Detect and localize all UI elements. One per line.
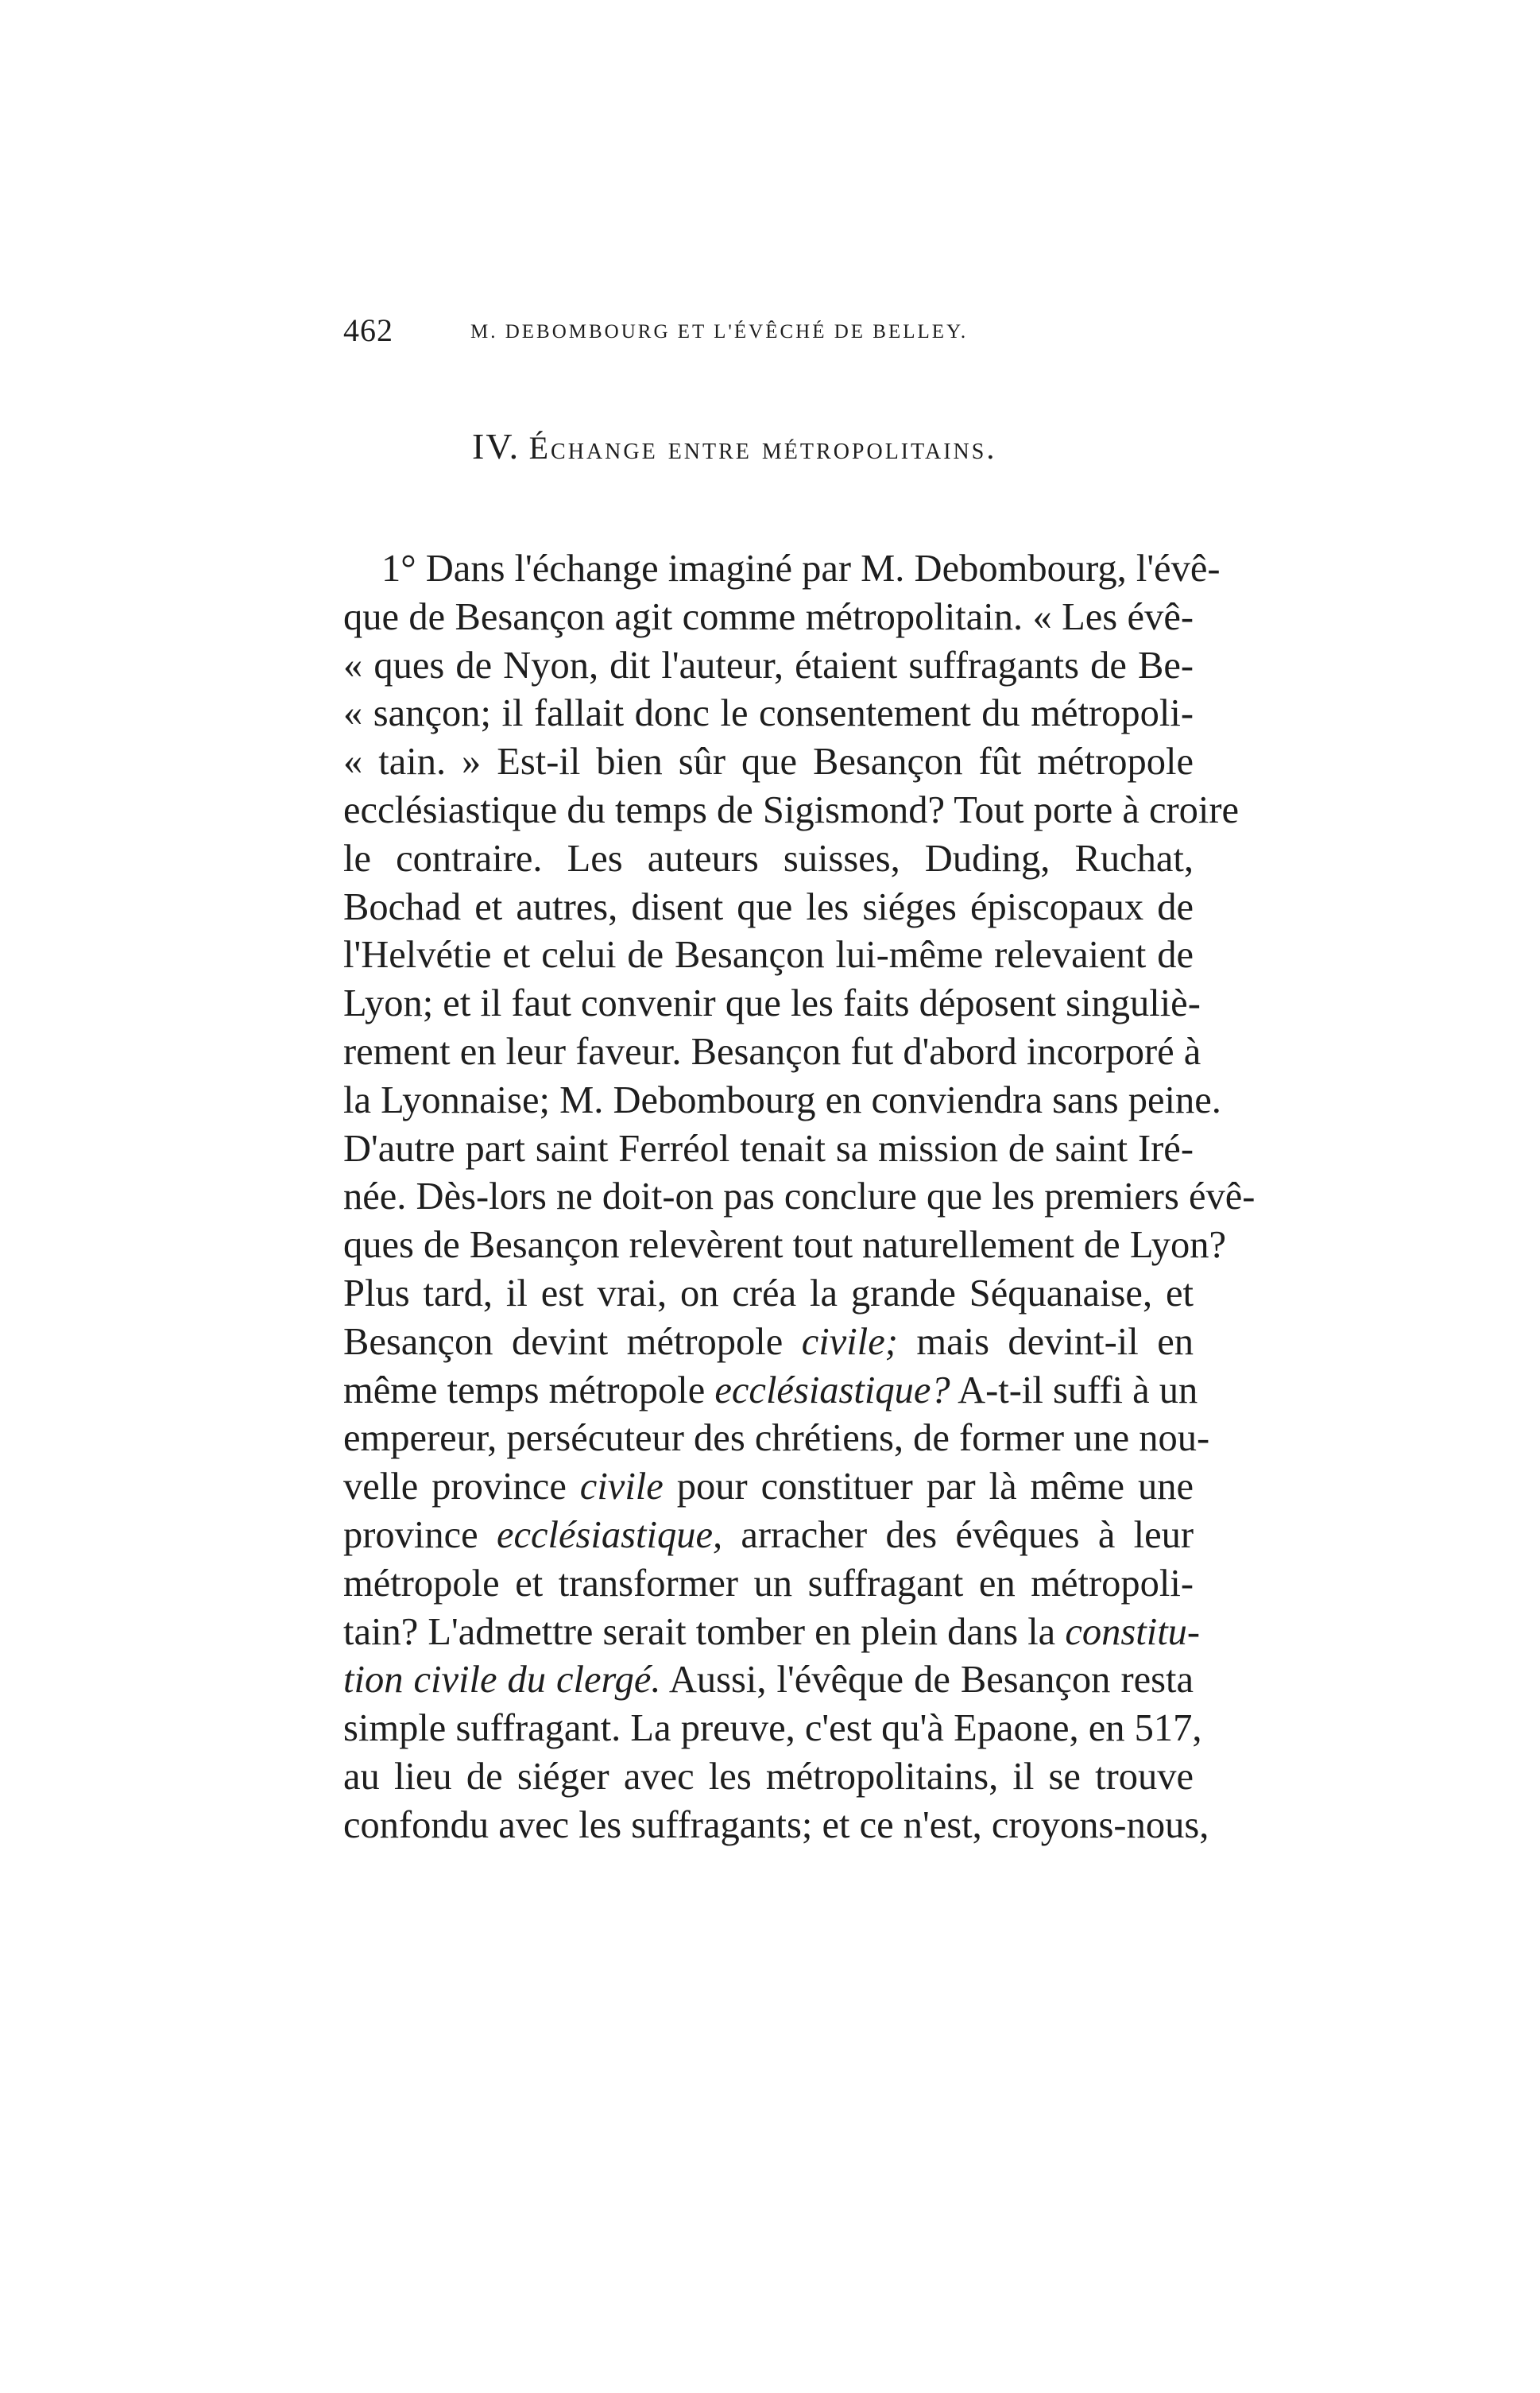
italic-text: civile; — [801, 1320, 898, 1363]
text-line — [343, 1367, 1198, 1415]
line-text: Besançon devint métropole — [343, 1320, 802, 1363]
line-text: pour constituer par là même une — [663, 1466, 1194, 1508]
text-line — [343, 1222, 1227, 1270]
line-text: Lyon; et il faut convenir que les faits déposent singuliè- — [343, 982, 1201, 1025]
italic-text: ecclésiastique, — [496, 1513, 723, 1556]
text-line — [343, 787, 1240, 835]
line-text: Bochad et autres, disent que les siéges épiscopaux de — [343, 885, 1194, 928]
text-line — [343, 738, 1194, 787]
text-line — [343, 1802, 1209, 1850]
line-text: Aussi, l'évêque de Besançon resta — [660, 1659, 1194, 1702]
text-line — [343, 1173, 1256, 1222]
text-line — [343, 980, 1201, 1028]
line-text: ques de Besançon relevèrent tout naturellement de Lyon? — [343, 1224, 1227, 1267]
text-line — [343, 884, 1194, 932]
text-line — [343, 931, 1194, 980]
text-line — [343, 1656, 1194, 1705]
text-line — [343, 1415, 1210, 1463]
line-text: province — [343, 1513, 497, 1556]
text-line — [343, 594, 1194, 642]
line-text: métropole et transformer un suffragant en métropoli- — [343, 1562, 1194, 1605]
line-text: confondu avec les suffragants; et ce n'est, croyons-nous, — [343, 1803, 1209, 1846]
line-text: le contraire. Les auteurs suisses, Duding, Ruchat, — [343, 837, 1194, 880]
section-numeral: IV. — [472, 426, 520, 467]
line-text: « tain. » Est-il bien sûr que Besançon fût métropole — [343, 741, 1194, 784]
italic-text: civile — [579, 1466, 664, 1508]
italic-text: tion civile du clergé. — [343, 1659, 661, 1702]
line-text: empereur, persécuteur des chrétiens, de former une nou- — [343, 1417, 1210, 1460]
text-line — [343, 1028, 1201, 1077]
page-number: 462 — [343, 312, 393, 348]
text-line — [343, 1318, 1194, 1367]
section-title: Échange entre métropolitains. — [528, 430, 997, 466]
text-line — [343, 1077, 1221, 1125]
text-line — [343, 1705, 1202, 1753]
body-text — [343, 545, 1256, 1850]
line-text: simple suffragant. La preuve, c'est qu'à Epaone, en 517, — [343, 1707, 1202, 1750]
line-text: mais devint-il en — [897, 1320, 1194, 1363]
line-text: « ques de Nyon, dit l'auteur, étaient suffragants de Be- — [343, 644, 1194, 687]
line-text: tain? L'admettre serait tomber en plein dans la — [343, 1610, 1066, 1653]
line-text: D'autre part saint Ferréol tenait sa mission de saint Iré- — [343, 1127, 1194, 1170]
text-line — [343, 1125, 1194, 1174]
line-text: Plus tard, il est vrai, on créa la grande Séquanaise, et — [343, 1272, 1194, 1315]
line-text: même temps métropole — [343, 1369, 715, 1411]
line-text: A-t-il suffi à un — [950, 1369, 1198, 1411]
line-text: 1° Dans l'échange imaginé par M. Debombourg, l'évê- — [381, 548, 1221, 590]
line-text: rement en leur faveur. Besançon fut d'abord incorporé à — [343, 1030, 1201, 1073]
line-text: que de Besançon agit comme métropolitain. « Les évê- — [343, 595, 1194, 638]
line-text: ecclésiastique du temps de Sigismond? Tout porte à croire — [343, 788, 1240, 831]
text-line — [343, 835, 1194, 884]
text-line — [343, 1270, 1194, 1318]
text-line — [343, 1753, 1194, 1802]
line-text: velle province — [343, 1466, 580, 1508]
text-line — [343, 690, 1194, 738]
text-line — [343, 642, 1194, 691]
line-text: la Lyonnaise; M. Debombourg en conviendra sans peine. — [343, 1078, 1221, 1121]
line-text: au lieu de siéger avec les métropolitains, il se trouve — [343, 1755, 1194, 1798]
line-text: « sançon; il fallait donc le consentement du métropoli- — [343, 692, 1194, 735]
line-text: arracher des évêques à leur — [722, 1513, 1194, 1556]
italic-text: ecclésiastique? — [714, 1369, 950, 1411]
text-line — [343, 1609, 1201, 1657]
text-line — [343, 545, 1221, 594]
section-heading — [472, 424, 996, 470]
running-header: M. DEBOMBOURG ET L'ÉVÊCHÉ DE BELLEY. — [470, 321, 969, 343]
italic-text: constitu- — [1065, 1610, 1201, 1653]
line-text: née. Dès-lors ne doit-on pas conclure que les premiers évê- — [343, 1175, 1256, 1218]
text-line — [343, 1512, 1194, 1560]
text-line — [343, 1560, 1194, 1609]
text-line — [343, 1463, 1194, 1512]
line-text: l'Helvétie et celui de Besançon lui-même relevaient de — [343, 934, 1194, 977]
